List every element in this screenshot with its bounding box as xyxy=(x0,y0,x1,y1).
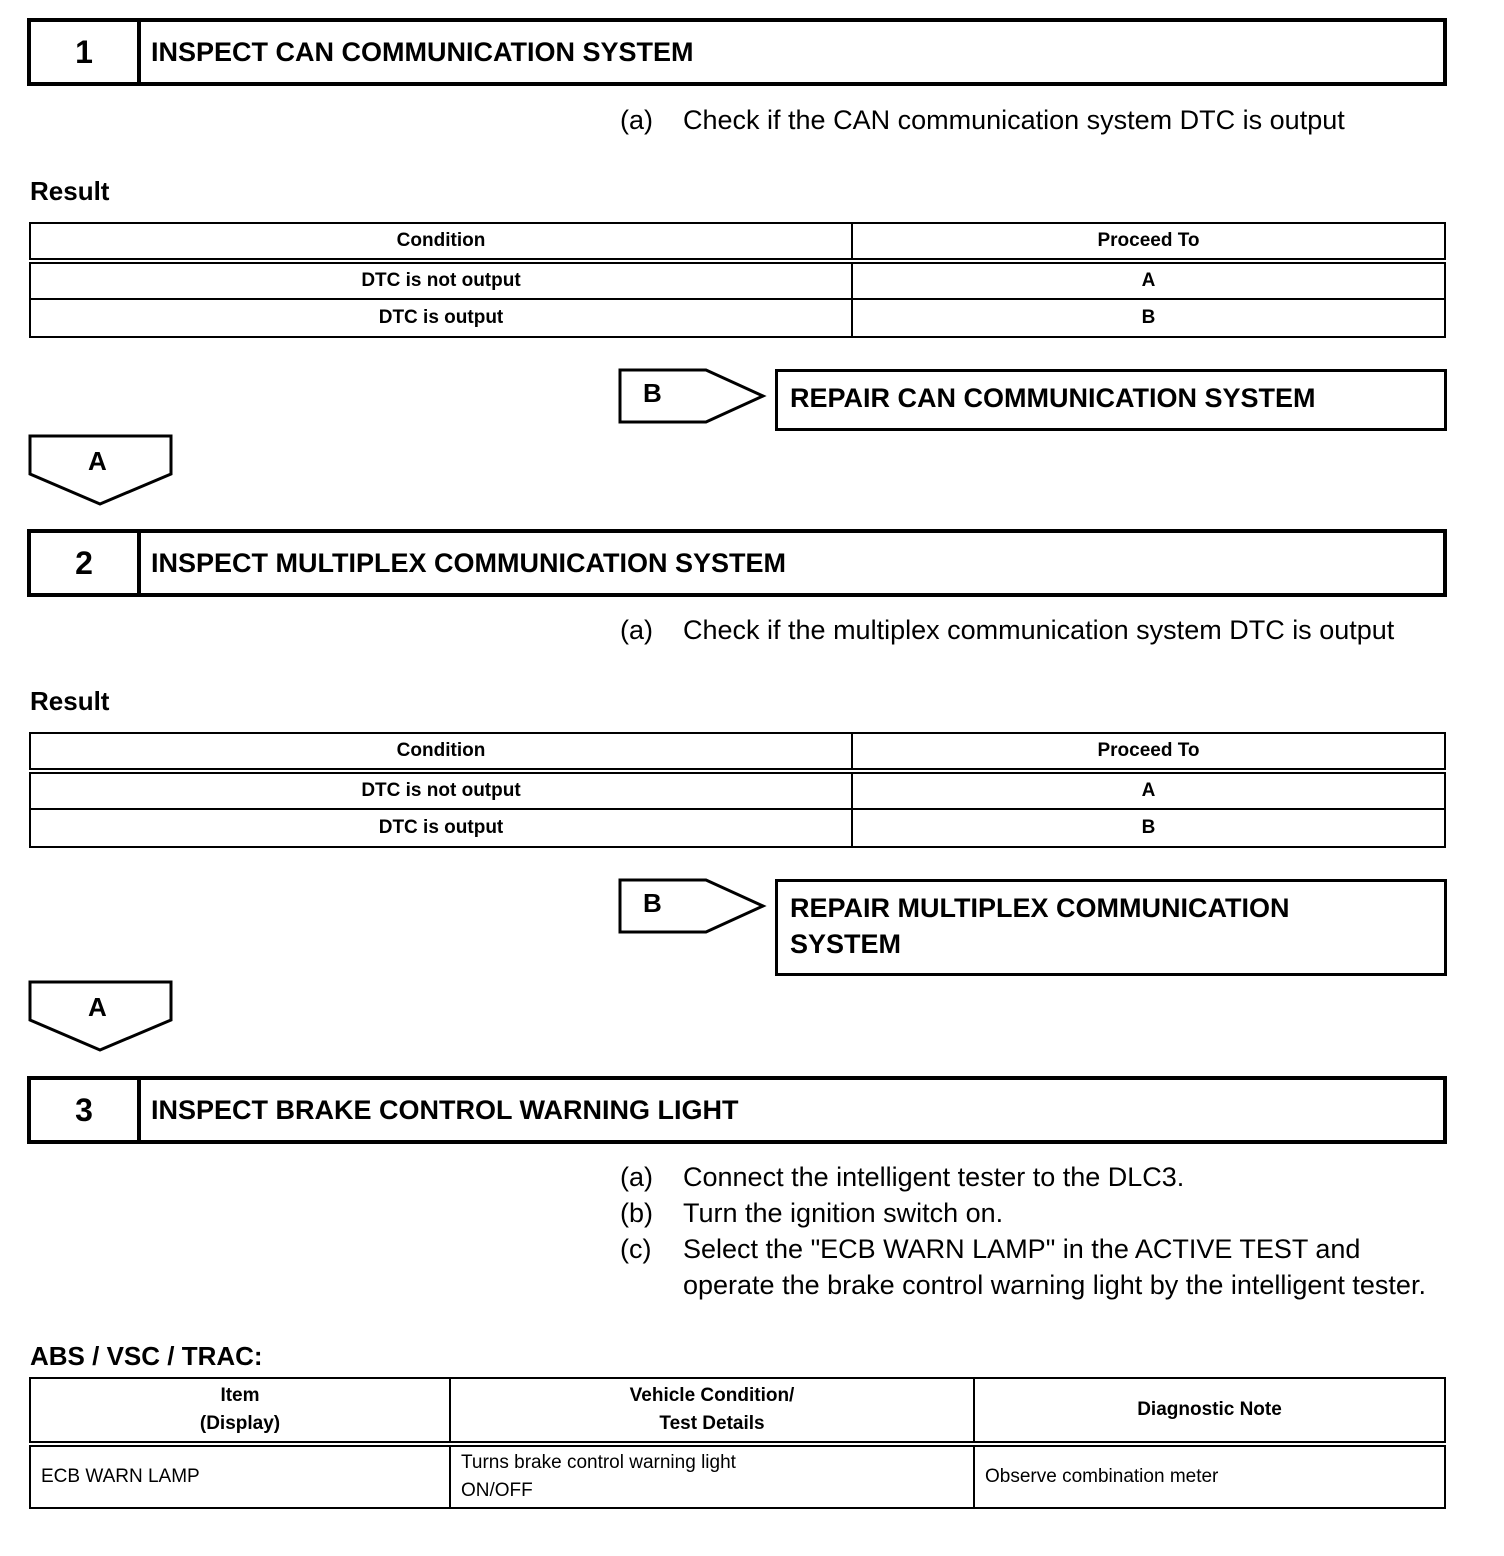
step-number: 3 xyxy=(31,1080,141,1140)
cell: DTC is output xyxy=(30,809,852,847)
branch-label: B xyxy=(643,378,662,408)
table-row xyxy=(30,809,1445,847)
result-table xyxy=(29,222,1446,338)
cell: Turns brake control warning light ON/OFF xyxy=(450,1444,974,1508)
branch-a-arrow xyxy=(28,980,174,1054)
column-header: Proceed To xyxy=(852,223,1445,261)
step-number: 1 xyxy=(31,22,141,82)
cell: ECB WARN LAMP xyxy=(30,1444,450,1508)
instruction-label: (c) xyxy=(620,1234,652,1264)
step-1-header xyxy=(27,18,1447,86)
instruction-label: (a) xyxy=(620,1162,653,1192)
instruction-text: Check if the multiplex communication system DTC is output xyxy=(683,615,1395,645)
instruction xyxy=(620,102,1453,138)
cell: DTC is not output xyxy=(30,261,852,299)
cell: DTC is output xyxy=(30,299,852,337)
column-header: Diagnostic Note xyxy=(974,1378,1445,1444)
column-header: Proceed To xyxy=(852,733,1445,771)
branch-label: A xyxy=(88,992,107,1022)
repair-action-box: REPAIR MULTIPLEX COMMUNICATION SYSTEM xyxy=(775,879,1447,976)
section-label: ABS / VSC / TRAC: xyxy=(30,1341,263,1371)
instruction xyxy=(620,1195,1453,1231)
cell: B xyxy=(852,299,1445,337)
cell: Observe combination meter xyxy=(974,1444,1445,1508)
instruction-label: (b) xyxy=(620,1198,653,1228)
table-row xyxy=(30,1444,1445,1508)
instruction-label: (a) xyxy=(620,615,653,645)
table-row xyxy=(30,771,1445,809)
column-header: Vehicle Condition/ Test Details xyxy=(450,1378,974,1444)
instruction xyxy=(620,612,1413,648)
instruction-text: Connect the intelligent tester to the DLC3. xyxy=(683,1162,1185,1192)
result-label: Result xyxy=(30,176,110,206)
branch-label: A xyxy=(88,446,107,476)
step-title: INSPECT MULTIPLEX COMMUNICATION SYSTEM xyxy=(151,547,787,578)
instruction xyxy=(620,1231,1448,1303)
step-title: INSPECT CAN COMMUNICATION SYSTEM xyxy=(151,36,694,67)
column-header: Item (Display) xyxy=(30,1378,450,1444)
cell: A xyxy=(852,261,1445,299)
result-label: Result xyxy=(30,686,110,716)
instruction-text: Check if the CAN communication system DTC is output xyxy=(683,105,1345,135)
branch-b-arrow xyxy=(618,878,768,934)
cell: B xyxy=(852,809,1445,847)
branch-label: B xyxy=(643,888,662,918)
step-2-header xyxy=(27,529,1447,597)
right-arrow-icon xyxy=(618,878,768,934)
step-3-header xyxy=(27,1076,1447,1144)
cell: A xyxy=(852,771,1445,809)
branch-a-arrow xyxy=(28,434,174,508)
cell: DTC is not output xyxy=(30,771,852,809)
instruction-label: (a) xyxy=(620,105,653,135)
table-row xyxy=(30,299,1445,337)
right-arrow-icon xyxy=(618,368,768,424)
instruction-text: Select the "ECB WARN LAMP" in the ACTIVE TEST and operate the brake control warning light by the intelligent tester. xyxy=(683,1234,1426,1300)
instruction xyxy=(620,1159,1453,1195)
instruction-text: Turn the ignition switch on. xyxy=(683,1198,1004,1228)
repair-action-box: REPAIR CAN COMMUNICATION SYSTEM xyxy=(775,369,1447,431)
table-row xyxy=(30,261,1445,299)
active-test-table xyxy=(29,1377,1446,1509)
result-table xyxy=(29,732,1446,848)
column-header: Condition xyxy=(30,733,852,771)
step-title: INSPECT BRAKE CONTROL WARNING LIGHT xyxy=(151,1094,739,1125)
column-header: Condition xyxy=(30,223,852,261)
step-number: 2 xyxy=(31,533,141,593)
branch-b-arrow xyxy=(618,368,768,424)
